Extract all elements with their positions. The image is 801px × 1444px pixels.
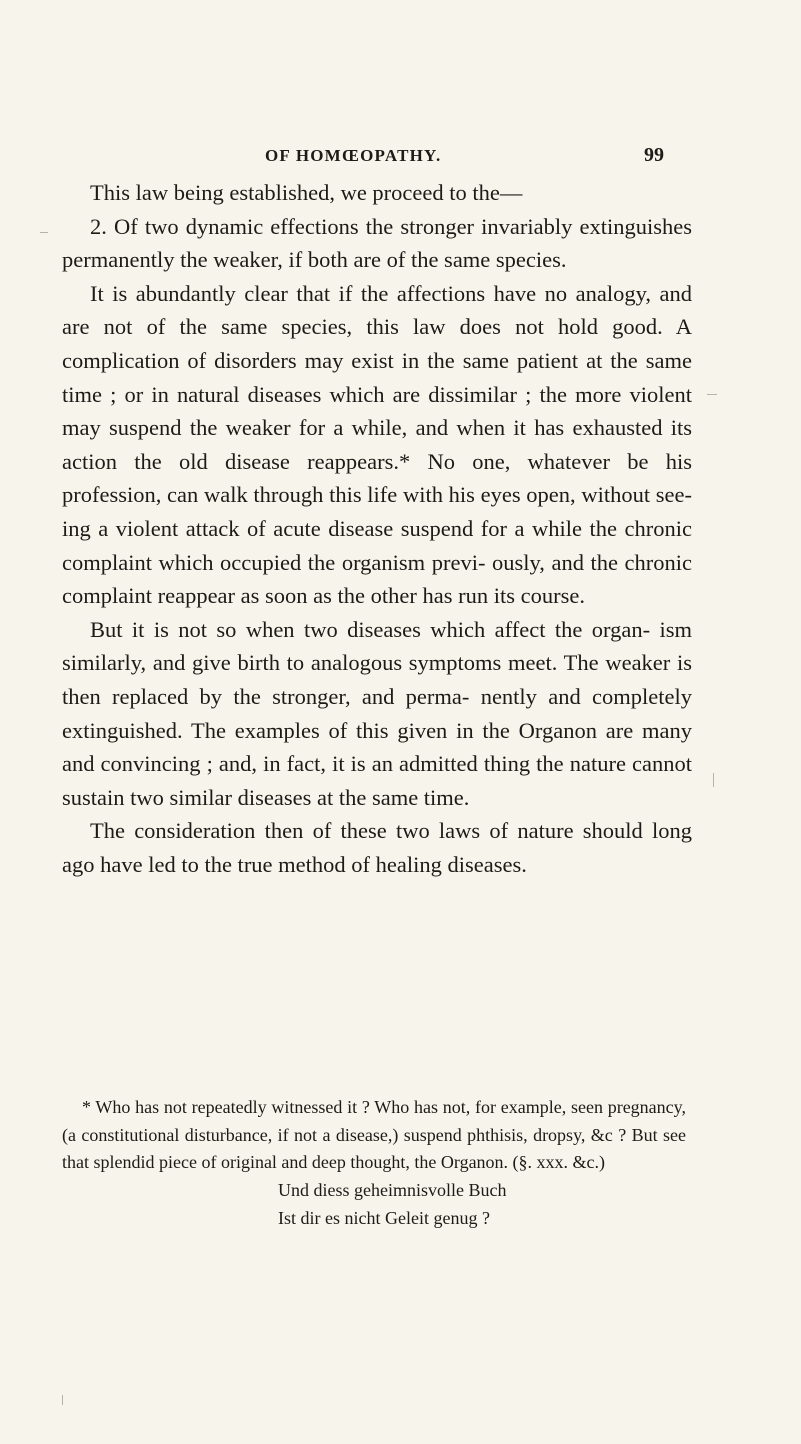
running-head	[60, 146, 680, 170]
verse-line: Ist dir es nicht Geleit genug ?	[278, 1207, 490, 1228]
paper-mark	[707, 394, 717, 395]
footnote-verse	[278, 1177, 686, 1232]
paragraph: 2. Of two dynamic effections the stronger invariably extinguishes permanently the weaker, if both are of the same species.	[62, 213, 692, 273]
paragraph: The consideration then of these two laws of nature should long ago have led to the true method of healing diseases.	[62, 818, 692, 877]
running-head-title: OF HOMŒOPATHY.	[265, 146, 442, 165]
body-text	[62, 176, 692, 881]
footnote	[62, 1094, 686, 1233]
paper-mark	[62, 1395, 63, 1405]
verse-line: Und diess geheimnisvolle Buch	[278, 1180, 507, 1201]
paragraph: This law being established, we proceed to the—	[90, 180, 523, 205]
footnote-text: * Who has not repeatedly witnessed it ? Who has not, for example, seen pregnancy, (a constitutional disturbance, if not a disease,) suspend phthisis, dropsy, &c ? But see that splendid piece of original and deep thought, the Organon. (§. xxx. &c.)	[62, 1097, 686, 1173]
paper-mark	[713, 773, 714, 787]
paragraph: It is abundantly clear that if the affections have no analogy, and are not of the same species, this law does not hold good. A complication of disorders may exist in the same patient at the same time ; or in natural diseases which are dissimilar ; the more violent may suspend the weaker for a while, and when it has exhausted its action the old disease reappears.* No one, whatever be his profession, can walk through this life with his eyes open, without see- ing a violent attack of acute disease suspend for a while the chronic complaint which occupied the organism previ- ously, and the chronic complaint reappear as soon as the other has run its course.	[62, 280, 692, 609]
page-number: 99	[644, 144, 664, 166]
paper-mark	[40, 232, 48, 233]
paragraph: But it is not so when two diseases which affect the organ- ism similarly, and give birth to analogous symptoms meet. The weaker is then replaced by the stronger, and perma- nently and completely extinguished. The examples of this given in the Organon are many and convincing ; and, in fact, it is an admitted thing the nature cannot sustain two similar diseases at the same time.	[62, 616, 692, 810]
